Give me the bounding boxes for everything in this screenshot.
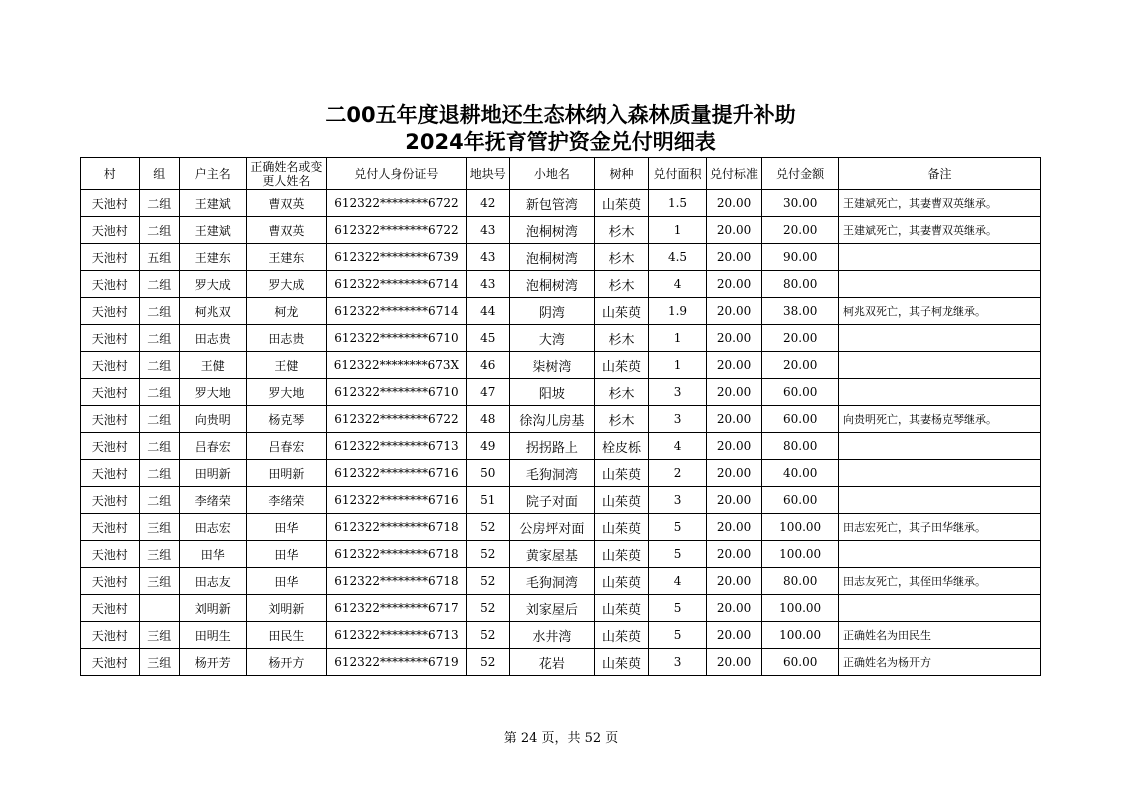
cell-corrected-name: 田明新 (246, 460, 327, 487)
cell-tree-species: 山茱萸 (594, 649, 649, 676)
cell-amount: 100.00 (762, 541, 839, 568)
cell-amount: 100.00 (762, 514, 839, 541)
cell-id-number: 612322********6713 (327, 433, 466, 460)
cell-village: 天池村 (81, 649, 140, 676)
cell-id-number: 612322********6718 (327, 514, 466, 541)
cell-village: 天池村 (81, 217, 140, 244)
cell-plot-number: 52 (466, 568, 509, 595)
cell-area: 2 (649, 460, 707, 487)
cell-amount: 90.00 (762, 244, 839, 271)
cell-remarks (839, 379, 1041, 406)
table-header-row (81, 158, 1041, 190)
cell-remarks (839, 460, 1041, 487)
page-number: 第 24 页，共 52 页 (503, 731, 619, 746)
cell-village: 天池村 (81, 622, 140, 649)
cell-place-name: 黄家屋基 (509, 541, 594, 568)
cell-id-number: 612322********6710 (327, 325, 466, 352)
cell-remarks (839, 541, 1041, 568)
table-row (81, 649, 1041, 676)
cell-plot-number: 44 (466, 298, 509, 325)
cell-corrected-name: 罗大成 (246, 271, 327, 298)
cell-tree-species: 山茱萸 (594, 541, 649, 568)
cell-village: 天池村 (81, 568, 140, 595)
cell-plot-number: 47 (466, 379, 509, 406)
header-householder: 户主名 (179, 158, 246, 190)
cell-householder: 向贵明 (179, 406, 246, 433)
cell-standard: 20.00 (706, 487, 762, 514)
cell-id-number: 612322********6714 (327, 298, 466, 325)
cell-tree-species: 杉木 (594, 325, 649, 352)
cell-place-name: 院子对面 (509, 487, 594, 514)
cell-remarks (839, 433, 1041, 460)
cell-tree-species: 山茱萸 (594, 460, 649, 487)
cell-area: 3 (649, 487, 707, 514)
cell-tree-species: 山茱萸 (594, 298, 649, 325)
cell-area: 5 (649, 514, 707, 541)
cell-id-number: 612322********6739 (327, 244, 466, 271)
cell-plot-number: 43 (466, 217, 509, 244)
cell-id-number: 612322********673X (327, 352, 466, 379)
cell-area: 3 (649, 379, 707, 406)
cell-plot-number: 46 (466, 352, 509, 379)
cell-amount: 60.00 (762, 379, 839, 406)
cell-remarks: 王建斌死亡，其妻曹双英继承。 (839, 217, 1041, 244)
cell-area: 4.5 (649, 244, 707, 271)
cell-place-name: 毛狗洞湾 (509, 568, 594, 595)
cell-householder: 王建斌 (179, 190, 246, 217)
cell-householder: 王建东 (179, 244, 246, 271)
cell-standard: 20.00 (706, 649, 762, 676)
cell-id-number: 612322********6718 (327, 568, 466, 595)
table-row (81, 298, 1041, 325)
cell-place-name: 泡桐树湾 (509, 244, 594, 271)
cell-group: 五组 (139, 244, 179, 271)
cell-standard: 20.00 (706, 406, 762, 433)
cell-village: 天池村 (81, 190, 140, 217)
cell-corrected-name: 田华 (246, 541, 327, 568)
cell-village: 天池村 (81, 487, 140, 514)
cell-plot-number: 52 (466, 541, 509, 568)
cell-place-name: 新包管湾 (509, 190, 594, 217)
cell-plot-number: 45 (466, 325, 509, 352)
cell-group: 三组 (139, 514, 179, 541)
cell-amount: 80.00 (762, 568, 839, 595)
cell-id-number: 612322********6714 (327, 271, 466, 298)
cell-remarks: 正确姓名为田民生 (839, 622, 1041, 649)
cell-householder: 王健 (179, 352, 246, 379)
cell-place-name: 水井湾 (509, 622, 594, 649)
table-row (81, 325, 1041, 352)
cell-place-name: 花岩 (509, 649, 594, 676)
cell-remarks: 正确姓名为杨开方 (839, 649, 1041, 676)
header-corrected-name: 正确姓名或变更人姓名 (246, 158, 327, 190)
header-tree-species: 树种 (594, 158, 649, 190)
table-row (81, 406, 1041, 433)
cell-amount: 100.00 (762, 622, 839, 649)
document-title-line2: 2024年抚育管护资金兑付明细表 (405, 130, 716, 154)
cell-area: 3 (649, 406, 707, 433)
cell-remarks (839, 487, 1041, 514)
cell-corrected-name: 杨开方 (246, 649, 327, 676)
cell-village: 天池村 (81, 271, 140, 298)
cell-householder: 田华 (179, 541, 246, 568)
table-row (81, 217, 1041, 244)
cell-tree-species: 杉木 (594, 406, 649, 433)
cell-area: 1 (649, 352, 707, 379)
cell-place-name: 拐拐路上 (509, 433, 594, 460)
cell-householder: 田志贵 (179, 325, 246, 352)
payment-detail-table (80, 157, 1041, 676)
cell-group: 二组 (139, 352, 179, 379)
header-group: 组 (139, 158, 179, 190)
cell-householder: 田志宏 (179, 514, 246, 541)
cell-householder: 田明生 (179, 622, 246, 649)
cell-group: 二组 (139, 433, 179, 460)
cell-id-number: 612322********6716 (327, 460, 466, 487)
cell-village: 天池村 (81, 541, 140, 568)
cell-householder: 王建斌 (179, 217, 246, 244)
cell-corrected-name: 王建东 (246, 244, 327, 271)
table-row (81, 595, 1041, 622)
cell-remarks (839, 595, 1041, 622)
cell-amount: 20.00 (762, 352, 839, 379)
cell-standard: 20.00 (706, 622, 762, 649)
cell-id-number: 612322********6722 (327, 190, 466, 217)
cell-standard: 20.00 (706, 271, 762, 298)
cell-standard: 20.00 (706, 244, 762, 271)
cell-standard: 20.00 (706, 217, 762, 244)
cell-corrected-name: 吕春宏 (246, 433, 327, 460)
cell-tree-species: 杉木 (594, 271, 649, 298)
cell-village: 天池村 (81, 298, 140, 325)
cell-place-name: 公房坪对面 (509, 514, 594, 541)
cell-amount: 80.00 (762, 433, 839, 460)
cell-id-number: 612322********6716 (327, 487, 466, 514)
cell-tree-species: 山茱萸 (594, 352, 649, 379)
header-remarks: 备注 (839, 158, 1041, 190)
header-place-name: 小地名 (509, 158, 594, 190)
cell-id-number: 612322********6713 (327, 622, 466, 649)
header-plot-number: 地块号 (466, 158, 509, 190)
cell-area: 5 (649, 622, 707, 649)
cell-tree-species: 杉木 (594, 244, 649, 271)
cell-amount: 40.00 (762, 460, 839, 487)
cell-standard: 20.00 (706, 541, 762, 568)
cell-householder: 罗大地 (179, 379, 246, 406)
cell-area: 1.9 (649, 298, 707, 325)
cell-place-name: 阳坡 (509, 379, 594, 406)
cell-tree-species: 杉木 (594, 217, 649, 244)
cell-tree-species: 山茱萸 (594, 595, 649, 622)
table-row (81, 622, 1041, 649)
cell-place-name: 刘家屋后 (509, 595, 594, 622)
cell-group: 二组 (139, 460, 179, 487)
cell-plot-number: 48 (466, 406, 509, 433)
cell-group: 二组 (139, 487, 179, 514)
cell-group: 二组 (139, 190, 179, 217)
cell-group (139, 595, 179, 622)
cell-tree-species: 栓皮栎 (594, 433, 649, 460)
cell-village: 天池村 (81, 244, 140, 271)
table-row (81, 379, 1041, 406)
cell-amount: 60.00 (762, 649, 839, 676)
table-row (81, 190, 1041, 217)
cell-tree-species: 山茱萸 (594, 487, 649, 514)
cell-tree-species: 山茱萸 (594, 568, 649, 595)
cell-standard: 20.00 (706, 298, 762, 325)
cell-standard: 20.00 (706, 514, 762, 541)
cell-householder: 柯兆双 (179, 298, 246, 325)
cell-amount: 20.00 (762, 217, 839, 244)
cell-amount: 30.00 (762, 190, 839, 217)
cell-plot-number: 52 (466, 595, 509, 622)
cell-remarks: 向贵明死亡，其妻杨克琴继承。 (839, 406, 1041, 433)
cell-standard: 20.00 (706, 460, 762, 487)
table-row (81, 433, 1041, 460)
header-area: 兑付面积 (649, 158, 707, 190)
cell-place-name: 毛狗洞湾 (509, 460, 594, 487)
cell-standard: 20.00 (706, 352, 762, 379)
header-standard: 兑付标准 (706, 158, 762, 190)
cell-area: 5 (649, 595, 707, 622)
header-village: 村 (81, 158, 140, 190)
cell-remarks (839, 352, 1041, 379)
cell-group: 三组 (139, 568, 179, 595)
cell-id-number: 612322********6710 (327, 379, 466, 406)
cell-place-name: 阴湾 (509, 298, 594, 325)
cell-corrected-name: 田民生 (246, 622, 327, 649)
cell-tree-species: 杉木 (594, 379, 649, 406)
table-row (81, 244, 1041, 271)
cell-householder: 吕春宏 (179, 433, 246, 460)
cell-amount: 60.00 (762, 487, 839, 514)
cell-group: 二组 (139, 271, 179, 298)
cell-corrected-name: 田志贵 (246, 325, 327, 352)
cell-plot-number: 52 (466, 622, 509, 649)
cell-place-name: 泡桐树湾 (509, 271, 594, 298)
cell-plot-number: 43 (466, 271, 509, 298)
cell-remarks: 柯兆双死亡，其子柯龙继承。 (839, 298, 1041, 325)
cell-householder: 杨开芳 (179, 649, 246, 676)
cell-plot-number: 50 (466, 460, 509, 487)
cell-village: 天池村 (81, 514, 140, 541)
cell-standard: 20.00 (706, 595, 762, 622)
cell-standard: 20.00 (706, 325, 762, 352)
cell-group: 二组 (139, 325, 179, 352)
cell-householder: 罗大成 (179, 271, 246, 298)
cell-group: 二组 (139, 406, 179, 433)
cell-standard: 20.00 (706, 568, 762, 595)
cell-plot-number: 49 (466, 433, 509, 460)
cell-corrected-name: 杨克琴 (246, 406, 327, 433)
cell-tree-species: 山茱萸 (594, 622, 649, 649)
cell-village: 天池村 (81, 379, 140, 406)
cell-remarks: 田志宏死亡，其子田华继承。 (839, 514, 1041, 541)
cell-area: 5 (649, 541, 707, 568)
cell-remarks (839, 325, 1041, 352)
table-row (81, 271, 1041, 298)
cell-area: 4 (649, 568, 707, 595)
cell-remarks (839, 271, 1041, 298)
cell-id-number: 612322********6719 (327, 649, 466, 676)
cell-amount: 20.00 (762, 325, 839, 352)
cell-corrected-name: 田华 (246, 568, 327, 595)
table-row (81, 487, 1041, 514)
cell-id-number: 612322********6717 (327, 595, 466, 622)
cell-village: 天池村 (81, 406, 140, 433)
cell-plot-number: 42 (466, 190, 509, 217)
header-amount: 兑付金额 (762, 158, 839, 190)
cell-group: 二组 (139, 379, 179, 406)
cell-group: 二组 (139, 298, 179, 325)
cell-plot-number: 43 (466, 244, 509, 271)
cell-householder: 田明新 (179, 460, 246, 487)
cell-village: 天池村 (81, 433, 140, 460)
header-id-number: 兑付人身份证号 (327, 158, 466, 190)
cell-corrected-name: 王健 (246, 352, 327, 379)
cell-area: 1.5 (649, 190, 707, 217)
cell-corrected-name: 李绪荣 (246, 487, 327, 514)
cell-corrected-name: 刘明新 (246, 595, 327, 622)
cell-tree-species: 山茱萸 (594, 514, 649, 541)
cell-group: 三组 (139, 649, 179, 676)
cell-group: 三组 (139, 541, 179, 568)
cell-plot-number: 52 (466, 649, 509, 676)
table-row (81, 541, 1041, 568)
table-row (81, 568, 1041, 595)
cell-place-name: 徐沟儿房基 (509, 406, 594, 433)
cell-place-name: 大湾 (509, 325, 594, 352)
cell-plot-number: 52 (466, 514, 509, 541)
cell-corrected-name: 罗大地 (246, 379, 327, 406)
cell-area: 1 (649, 325, 707, 352)
cell-corrected-name: 曹双英 (246, 190, 327, 217)
cell-amount: 100.00 (762, 595, 839, 622)
cell-village: 天池村 (81, 352, 140, 379)
cell-group: 二组 (139, 217, 179, 244)
cell-amount: 60.00 (762, 406, 839, 433)
cell-remarks: 王建斌死亡，其妻曹双英继承。 (839, 190, 1041, 217)
cell-place-name: 泡桐树湾 (509, 217, 594, 244)
document-title-line1: 二00五年度退耕地还生态林纳入森林质量提升补助 (325, 103, 796, 127)
cell-plot-number: 51 (466, 487, 509, 514)
cell-id-number: 612322********6722 (327, 217, 466, 244)
cell-id-number: 612322********6722 (327, 406, 466, 433)
cell-corrected-name: 柯龙 (246, 298, 327, 325)
cell-householder: 刘明新 (179, 595, 246, 622)
cell-householder: 李绪荣 (179, 487, 246, 514)
cell-amount: 80.00 (762, 271, 839, 298)
cell-area: 4 (649, 271, 707, 298)
cell-village: 天池村 (81, 460, 140, 487)
cell-corrected-name: 曹双英 (246, 217, 327, 244)
cell-standard: 20.00 (706, 190, 762, 217)
cell-village: 天池村 (81, 595, 140, 622)
cell-id-number: 612322********6718 (327, 541, 466, 568)
cell-standard: 20.00 (706, 433, 762, 460)
table-row (81, 352, 1041, 379)
cell-tree-species: 山茱萸 (594, 190, 649, 217)
cell-group: 三组 (139, 622, 179, 649)
cell-householder: 田志友 (179, 568, 246, 595)
cell-area: 1 (649, 217, 707, 244)
cell-area: 4 (649, 433, 707, 460)
cell-remarks (839, 244, 1041, 271)
cell-standard: 20.00 (706, 379, 762, 406)
cell-village: 天池村 (81, 325, 140, 352)
cell-area: 3 (649, 649, 707, 676)
table-row (81, 514, 1041, 541)
cell-remarks: 田志友死亡，其侄田华继承。 (839, 568, 1041, 595)
cell-amount: 38.00 (762, 298, 839, 325)
table-body (81, 190, 1041, 676)
cell-place-name: 柒树湾 (509, 352, 594, 379)
cell-corrected-name: 田华 (246, 514, 327, 541)
table-row (81, 460, 1041, 487)
